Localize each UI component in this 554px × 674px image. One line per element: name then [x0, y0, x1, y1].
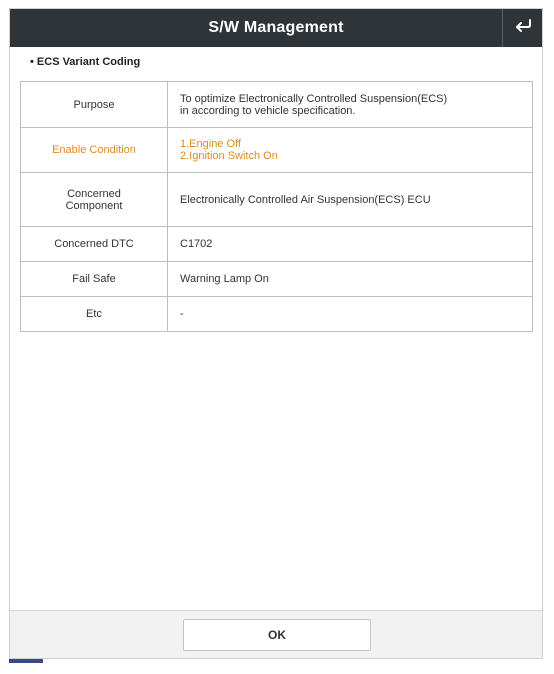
table-row [21, 262, 533, 297]
row-value-fail-safe: Warning Lamp On [168, 262, 533, 297]
dialog-footer [10, 610, 542, 658]
table-row [21, 227, 533, 262]
table-row [21, 82, 533, 128]
row-value-etc: - [168, 297, 533, 332]
row-label-concerned-component [21, 173, 168, 227]
back-button[interactable] [502, 9, 542, 47]
row-label-etc: Etc [21, 297, 168, 332]
row-value-concerned-dtc: C1702 [168, 227, 533, 262]
table-row [21, 297, 533, 332]
value-line: 2.Ignition Switch On [180, 150, 278, 162]
label-line: Component [65, 199, 123, 212]
label-line: Concerned [67, 187, 121, 200]
row-label-concerned-dtc: Concerned DTC [21, 227, 168, 262]
ok-button[interactable]: OK [183, 619, 371, 651]
row-value-enable-condition [168, 128, 533, 173]
row-label-fail-safe: Fail Safe [21, 262, 168, 297]
value-line: To optimize Electronically Controlled Suspension(ECS) [180, 92, 448, 105]
table-row [21, 128, 533, 173]
sw-management-dialog [9, 8, 543, 659]
title-bar [10, 9, 542, 47]
value-line: in according to vehicle specification. [180, 104, 356, 117]
row-value-concerned-component: Electronically Controlled Air Suspension(ECS) ECU [168, 173, 533, 227]
row-label-purpose: Purpose [21, 82, 168, 128]
table-row [21, 173, 533, 227]
section-label: • ECS Variant Coding [30, 56, 141, 68]
page-title: S/W Management [208, 19, 344, 36]
return-arrow-icon [514, 19, 532, 38]
corner-accent [9, 659, 43, 663]
row-value-purpose [168, 82, 533, 128]
info-table [20, 81, 533, 332]
row-label-enable-condition: Enable Condition [21, 128, 168, 173]
value-line: 1.Engine Off [180, 138, 241, 150]
